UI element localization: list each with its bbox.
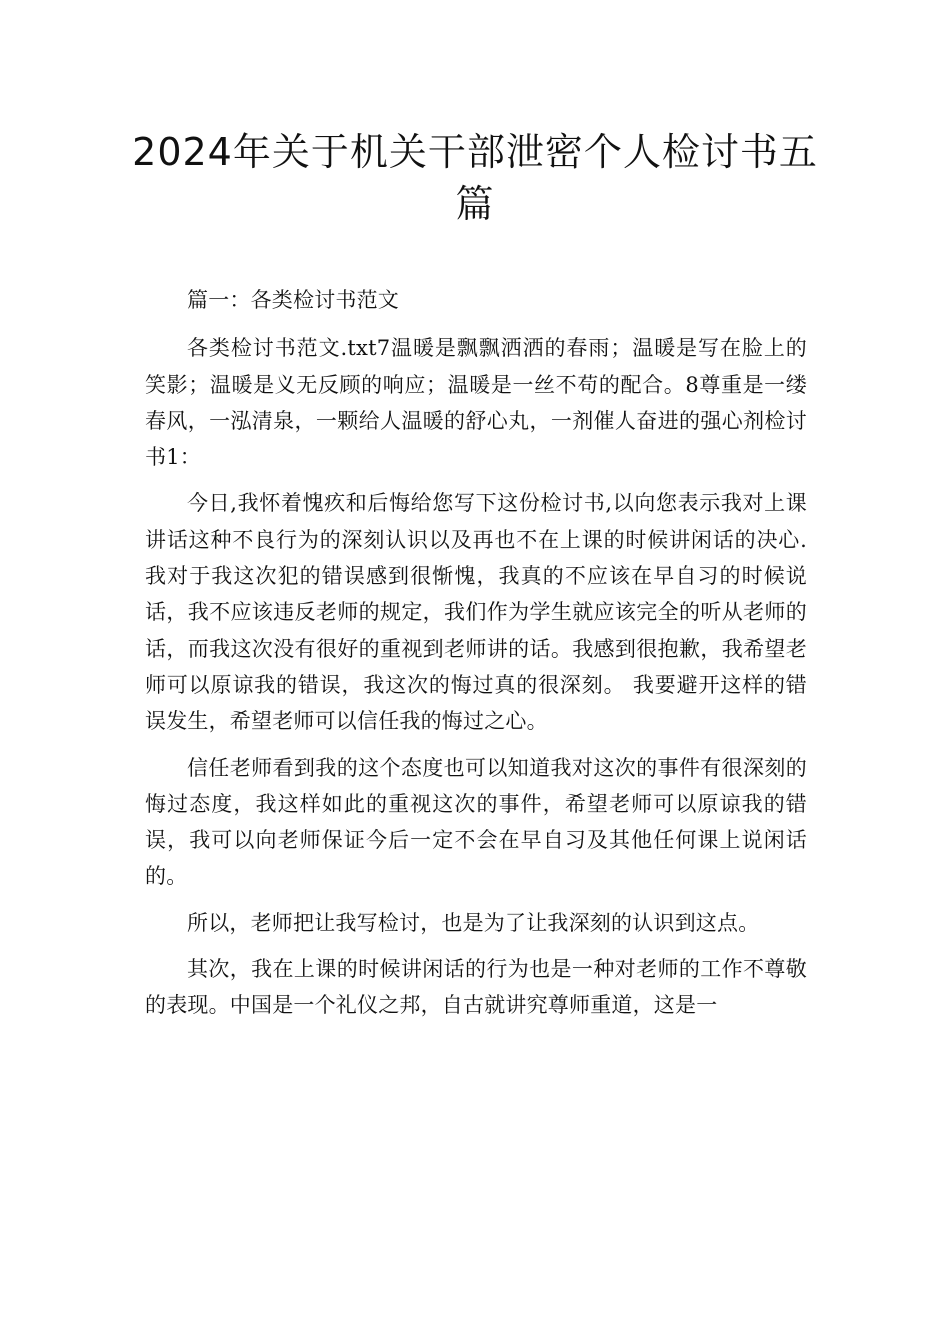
document-body [145, 282, 807, 1034]
paragraph: 今日,我怀着愧疚和后悔给您写下这份检讨书,以向您表示我对上课讲话这种不良行为的深刻认识以及再也不在上课的时候讲闲话的决心. 我对于我这次犯的错误感到很惭愧，我真的不应该在早自习的时候说话，我不应该违反老师的规定，我们作为学生就应该完全的听从老师的话，而我这次没有很好的重视到老师讲的话。我感到很抱歉，我希望老师可以原谅我的错误，我这次的悔过真的很深刻。 我要避开这样的错误发生，希望老师可以信任我的悔过之心。 [145, 491, 807, 734]
paragraph: 所以，老师把让我写检讨，也是为了让我深刻的认识到这点。 [187, 910, 760, 935]
section-heading: 篇一：各类检讨书范文 [187, 288, 399, 312]
document-title: 2024年关于机关干部泄密个人检讨书五篇 [132, 130, 818, 226]
paragraph: 各类检讨书范文.txt7温暖是飘飘洒洒的春雨；温暖是写在脸上的笑影；温暖是义无反顾的响应；温暖是一丝不苟的配合。8尊重是一缕春风，一泓清泉，一颗给人温暖的舒心丸，一剂催人奋进的强心剂检讨书1： [145, 336, 807, 470]
paragraph: 信任老师看到我的这个态度也可以知道我对这次的事件有很深刻的悔过态度，我这样如此的重视这次的事件，希望老师可以原谅我的错误，我可以向老师保证今后一定不会在早自习及其他任何课上说闲话的。 [145, 755, 807, 889]
paragraph: 其次，我在上课的时候讲闲话的行为也是一种对老师的工作不尊敬的表现。中国是一个礼仪之邦，自古就讲究尊师重道，这是一 [145, 957, 807, 1018]
